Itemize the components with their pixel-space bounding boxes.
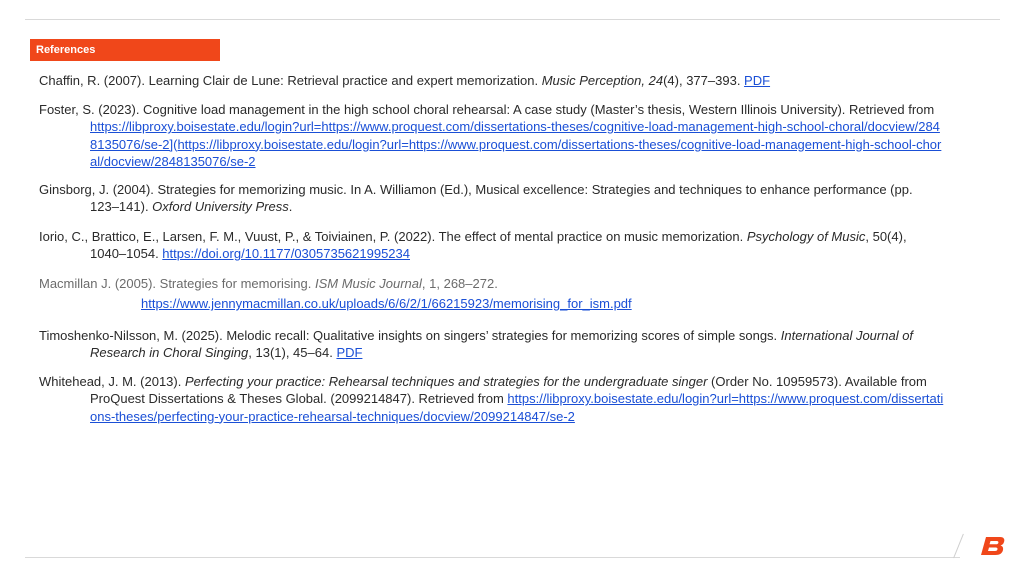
timoshenko-pdf-link[interactable]: PDF xyxy=(336,345,363,360)
reference-macmillan: Macmillan J. (2005). Strategies for memorising. ISM Music Journal, 1, 268–272. https://www.jennymacmillan.co.uk/uploads/6/6/2/1/66215923/memorising_for_ism.pdf xyxy=(39,275,632,311)
whitehead-link[interactable]: https://libproxy.boisestate.edu/login?url=https://www.proquest.com/dissertations-theses/perfecting-your-practice-rehearsal-techniques/docview/2099214847/se-2 xyxy=(90,391,944,424)
chaffin-pdf-link[interactable]: PDF xyxy=(744,73,771,88)
references-header: References xyxy=(30,39,220,61)
reference-iorio: Iorio, C., Brattico, E., Larsen, F. M., Vuust, P., & Toiviainen, P. (2022). The effect of mental practice on music memorization. Psychology of Music, 50(4), 1040–1054. https://doi.org/10.1177/0305735621995234 xyxy=(39,228,907,261)
reference-foster: Foster, S. (2023). Cognitive load management in the high school choral rehearsal: A case study (Master’s thesis, Western Illinois University). Retrieved from https://libproxy.boisestate.edu/login?url=https://www.proquest.com/dissertations-theses/cognitive-load-management-high-school-choral/docview/2848135076/se-2](https://libproxy.boisestate.edu/login?url=https://www.proquest.com/dissertations-theses/cognitive-load-management-high-school-choral/docview/2848135076/se-2 xyxy=(39,101,942,169)
bottom-divider xyxy=(25,557,960,558)
reference-timoshenko: Timoshenko-Nilsson, M. (2025). Melodic recall: Qualitative insights on singers’ strategies for memorizing scores of simple songs. International Journal of Research in Choral Singing, 13(1), 45–64. PDF xyxy=(39,327,914,360)
reference-chaffin: Chaffin, R. (2007). Learning Clair de Lune: Retrieval practice and expert memorization. Music Perception, 24(4), 377–393. PDF xyxy=(39,73,771,88)
boise-state-b-logo-icon xyxy=(981,535,1007,557)
footer-slash-divider xyxy=(953,534,964,558)
macmillan-link[interactable]: https://www.jennymacmillan.co.uk/uploads/6/6/2/1/66215923/memorising_for_ism.pdf xyxy=(141,296,632,311)
reference-ginsborg: Ginsborg, J. (2004). Strategies for memorizing music. In A. Williamon (Ed.), Musical excellence: Strategies and techniques to enhance performance (pp. 123–141). Oxford University Press. xyxy=(39,181,913,214)
top-divider xyxy=(25,19,1000,20)
iorio-doi-link[interactable]: https://doi.org/10.1177/0305735621995234 xyxy=(162,246,410,261)
reference-whitehead: Whitehead, J. M. (2013). Perfecting your practice: Rehearsal techniques and strategies for the undergraduate singer (Order No. 10959573). Available from ProQuest Dissertations & Theses Global. (2099214847). Retrieved from https://libproxy.boisestate.edu/login?url=https://www.proquest.com/dissertations-theses/perfecting-your-practice-rehearsal-techniques/docview/2099214847/se-2 xyxy=(39,373,944,424)
foster-link[interactable]: https://libproxy.boisestate.edu/login?url=https://www.proquest.com/dissertations-theses/cognitive-load-management-high-school-choral/docview/2848135076/se-2](https://libproxy.boisestate.edu/login?url=https://www.proquest.com/dissertations-theses/cognitive-load-management-high-school-choral/docview/2848135076/se-2 xyxy=(90,119,942,169)
references-list xyxy=(39,72,944,425)
